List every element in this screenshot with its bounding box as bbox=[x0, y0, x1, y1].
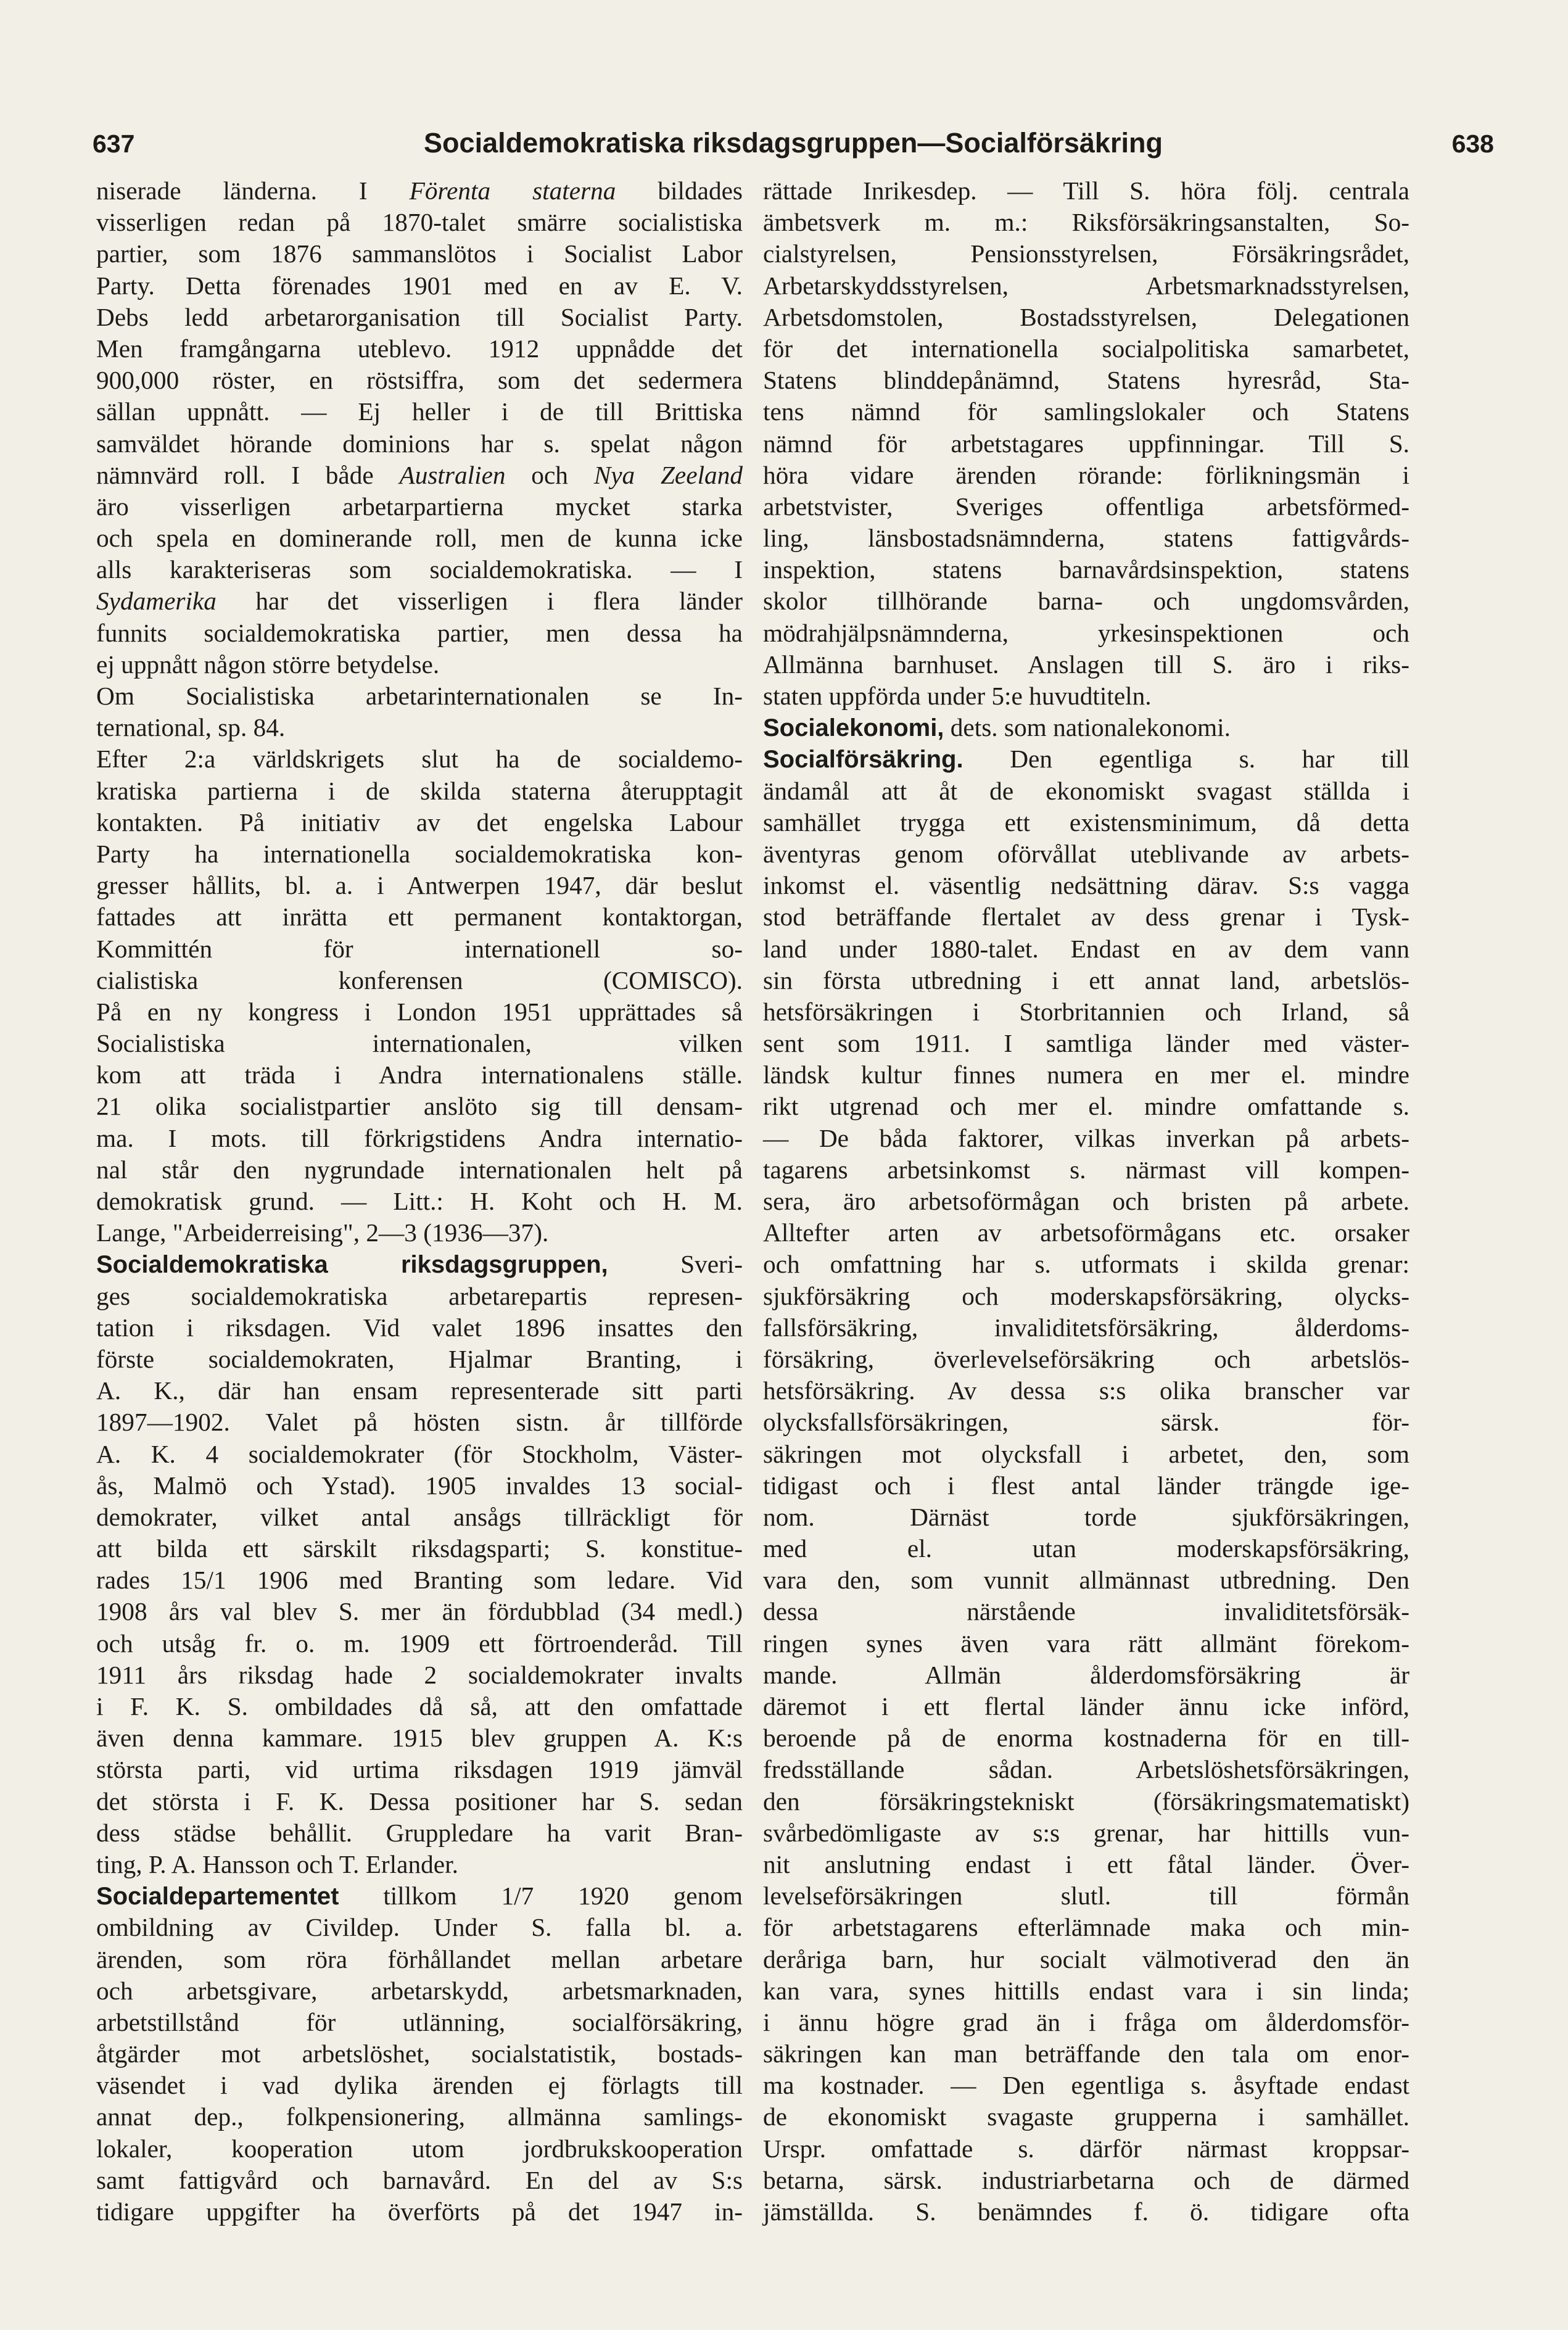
text-line bbox=[96, 238, 743, 270]
text-line bbox=[96, 1912, 743, 1943]
text-run: Statens blinddepånämnd, Statens hyresråd, Sta- bbox=[763, 366, 1409, 395]
text-run: Party ha internationella socialdemokratiska kon- bbox=[96, 839, 743, 868]
text-run: Men framgångarna uteblevo. 1912 uppnådde det bbox=[96, 334, 743, 363]
text-line bbox=[96, 1028, 743, 1059]
text-line bbox=[96, 2196, 743, 2228]
text-run: och arbetsgivare, arbetarskydd, arbetsmarknaden, bbox=[96, 1976, 743, 2005]
text-line bbox=[763, 1439, 1409, 1470]
text-run: tation i riksdagen. Vid valet 1896 insattes den bbox=[96, 1313, 743, 1342]
text-run: niserade länderna. I bbox=[96, 176, 410, 205]
text-run: sent som 1911. I samtliga länder med väster- bbox=[763, 1029, 1409, 1058]
text-run: dessa närstående bbox=[763, 1597, 1224, 1626]
text-line bbox=[96, 807, 743, 838]
text-run: deråriga barn, hur socialt välmotiverad den än bbox=[763, 1944, 1409, 1973]
text-line bbox=[96, 1407, 743, 1438]
page-number-right: 638 bbox=[1451, 130, 1494, 158]
text-run: säkringen mot olycksfall i arbetet, den, som bbox=[763, 1439, 1409, 1468]
text-run: jämställda. S. benämndes f. ö. tidigare ofta bbox=[763, 2197, 1409, 2226]
text-line bbox=[763, 2101, 1409, 2133]
text-run: hetsförsäkringen i Storbritannien och Irland, så bbox=[763, 997, 1409, 1026]
text-run: med el. utan bbox=[763, 1534, 1177, 1563]
text-run: tagarens arbetsinkomst s. närmast vill kompen- bbox=[763, 1155, 1409, 1184]
text-line bbox=[763, 996, 1409, 1028]
text-run: beroende på de enorma kostnaderna för en till- bbox=[763, 1724, 1409, 1753]
text-run: sällan uppnått. — Ej heller i de till Brittiska bbox=[96, 397, 743, 426]
text-run: i ännu högre grad än i fråga om ålderdomsför- bbox=[763, 2007, 1409, 2036]
text-run: ma. I mots. till förkrigstidens Andra internatio- bbox=[96, 1123, 743, 1152]
text-line bbox=[96, 1754, 743, 1785]
running-head: Socialdemokratiska riksdagsgruppen—Socialförsäkring bbox=[424, 127, 1163, 159]
italic-term: Australien bbox=[399, 460, 506, 489]
text-line bbox=[763, 838, 1409, 870]
text-line bbox=[763, 396, 1409, 428]
text-line bbox=[763, 1533, 1409, 1564]
spaced-term: Kommittén för internationell so- bbox=[96, 934, 743, 963]
text-run: (COMISCO). bbox=[463, 965, 743, 994]
text-run: hetsförsäkring. Av dessa s:s olika branscher var bbox=[763, 1376, 1409, 1405]
text-run: dets. som nationalekonomi. bbox=[944, 713, 1231, 742]
text-run: kan vara, synes hittills endast vara i sin linda; bbox=[763, 1976, 1409, 2005]
text-run: Debs ledd arbetarorganisation till Socialist Party. bbox=[96, 302, 743, 331]
text-line bbox=[763, 1154, 1409, 1186]
text-run: sin första utbredning i ett annat land, arbetslös- bbox=[763, 965, 1409, 994]
text-line bbox=[96, 618, 743, 649]
spaced-term: sjukförsäkringen, bbox=[1232, 1502, 1409, 1531]
text-run: och spela en dominerande roll, men de kunna icke bbox=[96, 524, 743, 553]
text-run: kratiska partierna i de skilda staterna återupptagit bbox=[96, 776, 743, 805]
text-run: stod beträffande flertalet av dess grenar i Tysk- bbox=[763, 903, 1409, 932]
text-run: att bilda ett särskilt riksdagsparti; S. konstitue- bbox=[96, 1534, 743, 1563]
text-line bbox=[96, 1975, 743, 2007]
text-line bbox=[96, 1596, 743, 1627]
text-run: 1897—1902. Valet på hösten sistn. år tillförde bbox=[96, 1408, 743, 1437]
page-header bbox=[93, 127, 1494, 167]
text-run: och bbox=[505, 460, 594, 489]
text-line bbox=[96, 996, 743, 1028]
text-line bbox=[96, 2133, 743, 2165]
text-run: försäkring, överlevelseförsäkring och arbetslös- bbox=[763, 1344, 1409, 1373]
text-run: särsk. för- bbox=[1008, 1408, 1409, 1437]
text-run: Efter 2:a världskrigets slut ha de socialdemo- bbox=[96, 745, 743, 774]
text-line bbox=[96, 1786, 743, 1817]
text-run: mödrahjälpsnämnderna, yrkesinspektionen och bbox=[763, 618, 1409, 647]
text-run: tidigast och i flest antal länder trängde ige- bbox=[763, 1471, 1409, 1500]
text-run: fattades att inrätta ett permanent kontaktorgan, bbox=[96, 903, 743, 932]
text-line bbox=[763, 901, 1409, 933]
text-line bbox=[96, 1564, 743, 1596]
text-line bbox=[763, 365, 1409, 396]
text-line bbox=[763, 238, 1409, 270]
text-line bbox=[763, 2165, 1409, 2196]
text-line bbox=[96, 585, 743, 617]
text-run: På en ny kongress i London 1951 upprättades så bbox=[96, 997, 743, 1026]
text-run: cialstyrelsen, Pensionsstyrelsen, Försäkringsrådet, bbox=[763, 239, 1409, 268]
text-line bbox=[96, 965, 743, 996]
text-line bbox=[763, 333, 1409, 365]
text-run: svårbedömligaste av s:s grenar, har hittills vun- bbox=[763, 1818, 1409, 1847]
text-run: inkomst el. väsentlig nedsättning därav. S:s vagga bbox=[763, 871, 1409, 900]
text-run: dess städse behållit. Gruppledare ha varit Bran- bbox=[96, 1818, 743, 1847]
text-run: den försäkringstekniskt (försäkringsmatematiskt) bbox=[763, 1787, 1409, 1816]
spaced-term: Över- bbox=[1350, 1849, 1409, 1878]
text-line bbox=[96, 1344, 743, 1375]
text-line bbox=[96, 2165, 743, 2196]
text-line bbox=[96, 1217, 743, 1249]
text-run: och utsåg fr. o. m. 1909 ett förtroenderåd. Till bbox=[96, 1629, 743, 1658]
text-run: äro visserligen arbetarpartierna mycket starka bbox=[96, 492, 743, 521]
text-run: har det visserligen i flera länder bbox=[216, 587, 743, 616]
text-run: partier, som 1876 sammanslötos i Socialist Labor bbox=[96, 239, 743, 268]
spaced-term: olycksfallsförsäkringen, bbox=[763, 1408, 1009, 1437]
text-run: tidigare uppgifter ha överförts på det 1947 in- bbox=[96, 2197, 743, 2226]
text-run: Lange, "Arbeiderreising", 2—3 (1936—37). bbox=[96, 1218, 549, 1247]
text-line bbox=[763, 1691, 1409, 1722]
italic-term: Förenta staterna bbox=[409, 176, 616, 205]
text-line bbox=[96, 175, 743, 207]
text-line bbox=[96, 1312, 743, 1344]
text-run: A. K. 4 socialdemokrater (för Stockholm, Väster- bbox=[96, 1439, 743, 1468]
text-line bbox=[763, 1564, 1409, 1596]
text-line bbox=[763, 1123, 1409, 1154]
text-line bbox=[763, 491, 1409, 523]
text-line bbox=[96, 396, 743, 428]
text-run: även denna kammare. 1915 blev gruppen A. K:s bbox=[96, 1724, 743, 1753]
text-run: fredsställande sådan. Arbetslöshetsförsäkringen, bbox=[763, 1755, 1409, 1784]
text-run: rades 15/1 1906 med Branting som ledare. Vid bbox=[96, 1566, 743, 1595]
text-run: ämbetsverk m. m.: Riksförsäkringsanstalten, So- bbox=[763, 208, 1409, 237]
text-line bbox=[96, 1691, 743, 1722]
text-run: nal står den nygrundade internationalen helt på bbox=[96, 1155, 743, 1184]
text-line bbox=[96, 712, 743, 743]
text-line bbox=[96, 2101, 743, 2133]
spaced-term: levelseförsäkringen bbox=[763, 1882, 963, 1911]
text-run: väsendet i vad dylika ärenden ej förlagts till bbox=[96, 2071, 743, 2100]
text-line bbox=[763, 1659, 1409, 1691]
text-run: nit anslutning endast i ett fåtal länder. bbox=[763, 1849, 1351, 1878]
text-run: ändamål att åt de ekonomiskt svagast ställda i bbox=[763, 776, 1409, 805]
text-run: åtgärder mot arbetslöshet, socialstatistik, bostads- bbox=[96, 2039, 743, 2068]
text-run: — De båda faktorer, vilkas inverkan på arbets- bbox=[763, 1123, 1409, 1152]
text-run: förste socialdemokraten, Hjalmar Branting, i bbox=[96, 1344, 743, 1373]
italic-term: Sydamerika bbox=[96, 587, 217, 616]
text-run: ås, Malmö och Ystad). 1905 invaldes 13 social- bbox=[96, 1471, 743, 1500]
text-line bbox=[96, 1154, 743, 1186]
text-line bbox=[763, 1470, 1409, 1502]
right-text-column bbox=[763, 175, 1409, 2228]
text-run: däremot i ett flertal länder ännu icke införd, bbox=[763, 1692, 1409, 1721]
text-run: synes även vara rätt allmänt förekom- bbox=[828, 1629, 1409, 1658]
text-run: tillkom 1/7 1920 genom bbox=[339, 1882, 743, 1911]
text-line bbox=[763, 775, 1409, 807]
text-line bbox=[763, 618, 1409, 649]
text-line bbox=[763, 649, 1409, 680]
text-line bbox=[96, 333, 743, 365]
entry-headword: Socialdemokratiska riksdagsgruppen, bbox=[96, 1251, 608, 1279]
text-run: sera, äro arbetsoförmågan och bristen på arbete. bbox=[763, 1187, 1409, 1215]
text-run: nämnvärd roll. I både bbox=[96, 460, 400, 489]
text-run: Party. Detta förenades 1901 med en av E. V. bbox=[96, 271, 743, 300]
text-run: för det internationella socialpolitiska samarbetet, bbox=[763, 334, 1409, 363]
text-run: det största i F. K. Dessa positioner har S. sedan bbox=[96, 1787, 743, 1816]
text-line bbox=[96, 838, 743, 870]
text-line bbox=[763, 302, 1409, 333]
text-run: ma kostnader. — Den egentliga s. åsyftade endast bbox=[763, 2071, 1409, 2100]
text-run: Om Socialistiska arbetarinternationalen se In- bbox=[96, 682, 743, 710]
text-line bbox=[96, 428, 743, 460]
text-line bbox=[96, 1439, 743, 1470]
text-line bbox=[96, 1249, 743, 1280]
text-line bbox=[96, 365, 743, 396]
text-line bbox=[763, 1754, 1409, 1785]
text-line bbox=[96, 491, 743, 523]
text-line bbox=[763, 1407, 1409, 1438]
text-run: skolor tillhörande barna- och ungdomsvården, bbox=[763, 587, 1409, 616]
text-run: största parti, vid urtima riksdagen 1919 jämväl bbox=[96, 1755, 743, 1784]
text-line bbox=[763, 1312, 1409, 1344]
spaced-term: invaliditetsförsäk- bbox=[1224, 1597, 1409, 1626]
text-line bbox=[763, 1249, 1409, 1280]
text-line bbox=[96, 1817, 743, 1849]
page-number-left: 637 bbox=[93, 130, 135, 158]
entry-headword: Socialekonomi, bbox=[763, 714, 944, 742]
text-run: slutl. till förmån bbox=[962, 1882, 1409, 1911]
text-run: höra vidare ärenden rörande: förlikningsmän i bbox=[763, 460, 1409, 489]
text-line bbox=[96, 1375, 743, 1407]
left-text-column bbox=[96, 175, 743, 2228]
text-line bbox=[96, 1123, 743, 1154]
text-line bbox=[763, 1091, 1409, 1122]
text-line bbox=[96, 680, 743, 712]
text-run: äventyras genom oförvållat uteblivande av arbets- bbox=[763, 839, 1409, 868]
text-line bbox=[763, 1217, 1409, 1249]
text-line bbox=[96, 1944, 743, 1975]
text-run: arbetstillstånd för utlänning, socialförsäkring, bbox=[96, 2007, 743, 2036]
text-run: ombildning av Civildep. Under S. falla bl. a. bbox=[96, 1913, 743, 1942]
spaced-term: cialistiska konferensen bbox=[96, 965, 463, 994]
text-run: gresser hållits, bl. a. i Antwerpen 1947, där beslut bbox=[96, 871, 743, 900]
text-run: mande. Allmän bbox=[763, 1660, 1091, 1689]
text-run: för arbetstagarens efterlämnade maka och min- bbox=[763, 1913, 1409, 1942]
text-line bbox=[763, 207, 1409, 238]
text-run: nämnd för arbetstagares uppfinningar. Till S. bbox=[763, 429, 1409, 458]
text-run: 1911 års riksdag hade 2 socialdemokrater invalts bbox=[96, 1660, 743, 1689]
text-line bbox=[96, 743, 743, 775]
text-run: rättade Inrikesdep. — Till S. höra följ. centrala bbox=[763, 176, 1409, 205]
text-line bbox=[763, 1912, 1409, 1943]
text-run: rikt utgrenad och mer el. mindre omfattande s. bbox=[763, 1092, 1409, 1121]
text-run: inspektion, statens barnavårdsinspektion, statens bbox=[763, 555, 1409, 584]
text-run: alls karakteriseras som socialdemokratiska. — I bbox=[96, 555, 743, 584]
text-line bbox=[96, 302, 743, 333]
text-line bbox=[763, 1375, 1409, 1407]
text-line bbox=[96, 1533, 743, 1564]
text-line bbox=[763, 270, 1409, 302]
text-line bbox=[96, 901, 743, 933]
text-line bbox=[763, 680, 1409, 712]
text-run: ärenden, som röra förhållandet mellan arbetare bbox=[96, 1944, 743, 1973]
text-line bbox=[96, 2007, 743, 2038]
text-line bbox=[96, 1470, 743, 1502]
text-line bbox=[763, 2038, 1409, 2070]
text-run: Alltefter arten av arbetsoförmågans etc. orsaker bbox=[763, 1218, 1409, 1247]
text-run: Den egentliga s. har till bbox=[963, 745, 1409, 774]
text-run: annat dep., folkpensionering, allmänna samlings- bbox=[96, 2102, 743, 2131]
text-line bbox=[763, 2196, 1409, 2228]
text-run: samväldet hörande dominions har s. spelat någon bbox=[96, 429, 743, 458]
text-run: sjukförsäkring och moderskapsförsäkring, olycks- bbox=[763, 1281, 1409, 1310]
text-run: land under 1880-talet. Endast en av dem vann bbox=[763, 934, 1409, 963]
spaced-term: moderskapsförsäkring, bbox=[1176, 1534, 1409, 1563]
text-line bbox=[96, 870, 743, 901]
text-line bbox=[96, 554, 743, 585]
text-line bbox=[763, 523, 1409, 554]
text-line bbox=[763, 1722, 1409, 1754]
text-line bbox=[763, 554, 1409, 585]
text-run: ej uppnått någon större betydelse. bbox=[96, 650, 440, 679]
text-run: de ekonomiskt svagaste grupperna i samhället. bbox=[763, 2102, 1409, 2131]
text-line bbox=[96, 2070, 743, 2101]
text-line bbox=[763, 1502, 1409, 1533]
text-run: kom att träda i Andra internationalens ställe. bbox=[96, 1060, 743, 1089]
text-line bbox=[763, 965, 1409, 996]
text-line bbox=[96, 1722, 743, 1754]
text-run: ting, P. A. Hansson och T. Erlander. bbox=[96, 1849, 458, 1878]
italic-term: Nya Zeeland bbox=[593, 460, 743, 489]
text-line bbox=[763, 585, 1409, 617]
text-line bbox=[763, 1786, 1409, 1817]
text-line bbox=[96, 523, 743, 554]
text-line bbox=[763, 1344, 1409, 1375]
text-line bbox=[96, 1059, 743, 1091]
text-run: 21 olika socialistpartier anslöto sig till densam- bbox=[96, 1092, 743, 1121]
spaced-term: ålderdomsförsäkring bbox=[1090, 1660, 1301, 1689]
text-run: ländsk kultur finnes numera en mer el. mindre bbox=[763, 1060, 1409, 1089]
text-run: i F. K. S. ombildades då så, att den omfattade bbox=[96, 1692, 743, 1721]
text-line bbox=[96, 1502, 743, 1533]
text-line bbox=[763, 1944, 1409, 1975]
text-run: 1908 års val blev S. mer än fördubblad (34 medl.) bbox=[96, 1597, 743, 1626]
text-line bbox=[763, 807, 1409, 838]
entry-headword: Socialförsäkring. bbox=[763, 746, 963, 774]
text-line bbox=[96, 1281, 743, 1312]
text-line bbox=[763, 1880, 1409, 1912]
text-run: arbetstvister, Sveriges offentliga arbetsförmed- bbox=[763, 492, 1409, 521]
spaced-term: ringen bbox=[763, 1629, 828, 1658]
text-line bbox=[96, 649, 743, 680]
text-run: demokrater, vilket antal ansågs tillräckligt för bbox=[96, 1502, 743, 1531]
text-line bbox=[763, 1028, 1409, 1059]
text-run: vara den, som vunnit allmännast utbredning. Den bbox=[763, 1566, 1409, 1595]
text-run: tens nämnd för samlingslokaler och Statens bbox=[763, 397, 1409, 426]
text-run: lokaler, kooperation utom jordbrukskooperation bbox=[96, 2134, 743, 2163]
text-run: funnits socialdemokratiska partier, men dessa ha bbox=[96, 618, 743, 647]
text-run: betarna, särsk. industriarbetarna och de därmed bbox=[763, 2165, 1409, 2194]
text-line bbox=[763, 1059, 1409, 1091]
text-run: bildades bbox=[616, 176, 743, 205]
text-line bbox=[763, 1186, 1409, 1217]
text-line bbox=[96, 2038, 743, 2070]
text-run: Sveri- bbox=[608, 1250, 743, 1279]
text-run: samhället trygga ett existensminimum, då detta bbox=[763, 808, 1409, 837]
text-line bbox=[763, 712, 1409, 743]
text-line bbox=[763, 1817, 1409, 1849]
text-run: ges socialdemokratiska arbetarepartis represen- bbox=[96, 1281, 743, 1310]
text-run: ling, länsbostadsnämnderna, statens fattigvårds- bbox=[763, 524, 1409, 553]
spaced-term: Socialistiska internationalen, bbox=[96, 1029, 532, 1058]
text-run: Urspr. omfattade s. därför närmast kroppsar- bbox=[763, 2134, 1409, 2163]
text-run: samt fattigvård och barnavård. En del av S:s bbox=[96, 2165, 743, 2194]
text-run: demokratisk grund. — Litt.: H. Koht och H. M. bbox=[96, 1187, 743, 1215]
text-run: kontakten. På initiativ av det engelska Labour bbox=[96, 808, 743, 837]
text-run: visserligen redan på 1870-talet smärre socialistiska bbox=[96, 208, 743, 237]
text-run: 900,000 röster, en röstsiffra, som det sedermera bbox=[96, 366, 743, 395]
text-line bbox=[763, 743, 1409, 775]
text-line bbox=[763, 460, 1409, 491]
text-line bbox=[96, 775, 743, 807]
text-run: är bbox=[1300, 1660, 1409, 1689]
text-line bbox=[763, 1628, 1409, 1659]
text-line bbox=[763, 2007, 1409, 2038]
text-run: fallsförsäkring, invaliditetsförsäkring, ålderdoms- bbox=[763, 1313, 1409, 1342]
text-line bbox=[96, 933, 743, 965]
text-line bbox=[763, 1975, 1409, 2007]
text-run: Arbetarskyddsstyrelsen, Arbetsmarknadsstyrelsen, bbox=[763, 271, 1409, 300]
text-run: staten uppförda under 5:e huvudtiteln. bbox=[763, 682, 1152, 710]
text-line bbox=[763, 870, 1409, 901]
text-line bbox=[763, 933, 1409, 965]
text-line bbox=[96, 1849, 743, 1880]
text-run: vilken bbox=[531, 1029, 743, 1058]
text-line bbox=[96, 1628, 743, 1659]
text-line bbox=[96, 460, 743, 491]
text-line bbox=[763, 1596, 1409, 1627]
text-line bbox=[763, 1849, 1409, 1880]
text-run: säkringen kan man beträffande den tala om enor- bbox=[763, 2039, 1409, 2068]
text-line bbox=[96, 1659, 743, 1691]
text-run: och omfattning har s. utformats i skilda grenar: bbox=[763, 1250, 1409, 1279]
entry-headword: Socialdepartementet bbox=[96, 1883, 339, 1911]
text-line bbox=[96, 207, 743, 238]
text-line bbox=[763, 2133, 1409, 2165]
text-line bbox=[763, 428, 1409, 460]
text-line bbox=[763, 2070, 1409, 2101]
text-run: nom. Därnäst torde bbox=[763, 1502, 1232, 1531]
text-line bbox=[96, 1880, 743, 1912]
text-line bbox=[96, 1091, 743, 1122]
text-run: ternational, sp. 84. bbox=[96, 713, 286, 742]
text-run: Arbetsdomstolen, Bostadsstyrelsen, Delegationen bbox=[763, 302, 1409, 331]
text-line bbox=[763, 175, 1409, 207]
text-run: A. K., där han ensam representerade sitt parti bbox=[96, 1376, 743, 1405]
text-run: Allmänna barnhuset. Anslagen till S. äro i riks- bbox=[763, 650, 1409, 679]
text-line bbox=[96, 270, 743, 302]
text-line bbox=[763, 1281, 1409, 1312]
text-line bbox=[96, 1186, 743, 1217]
